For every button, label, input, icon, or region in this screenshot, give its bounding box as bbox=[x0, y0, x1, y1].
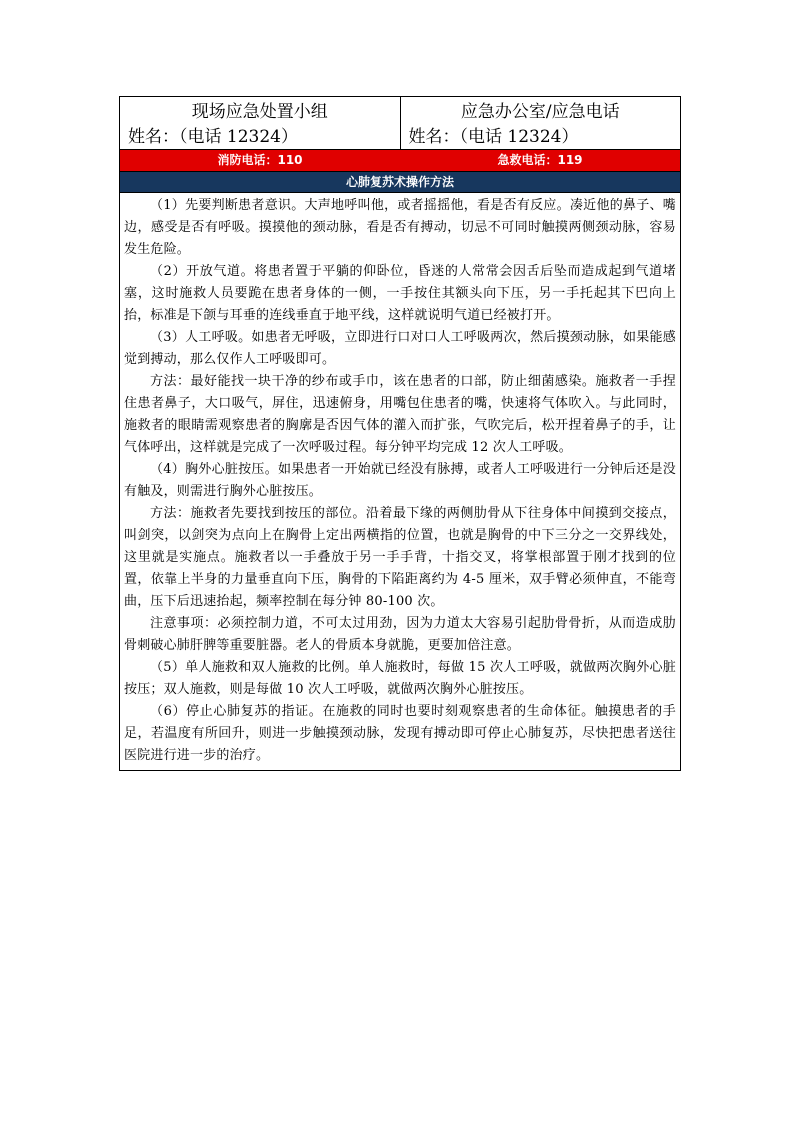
paragraph-rescuer-ratio: （5）单人施救和双人施救的比例。单人施救时，每做 15 次人工呼吸，就做两次胸外心脏按压；双人施救，则是每做 10 次人工呼吸，就做两次胸外心脏按压。 bbox=[124, 660, 676, 697]
paragraph-precautions: 注意事项：必须控制力道，不可太过用劲，因为力道太大容易引起肋骨骨折，从而造成肋骨刺破心肺肝脾等重要脏器。老人的骨质本身就脆，更要加倍注意。 bbox=[124, 616, 676, 653]
paragraph-breathing-method: 方法：最好能找一块干净的纱布或手巾，该在患者的口部，防止细菌感染。施救者一手捏住患者鼻子，大口吸气，屏住，迅速俯身，用嘴包住患者的嘴，快速将气体吹入。与此同时，施救者的眼睛需观察患者的胸廓是否因气体的灌入而扩张，气吹完后，松开捏着鼻子的手，让气体呼出，这样就是完成了一次呼吸过程。每分钟平均完成 12 次人工呼吸。 bbox=[124, 374, 676, 455]
phone-banner bbox=[120, 150, 680, 172]
paragraph-check-consciousness: （1）先要判断患者意识。大声地呼叫他，或者摇摇他，看是否有反应。凑近他的鼻子、嘴边，感受是否有呼吸。摸摸他的颈动脉，看是否有搏动，切忌不可同时触摸两侧颈动脉，容易发生危险。 bbox=[124, 198, 676, 257]
paragraph-chest-compression: （4）胸外心脏按压。如果患者一开始就已经没有脉搏，或者人工呼吸进行一分钟后还是没有触及，则需进行胸外心脏按压。 bbox=[124, 462, 676, 499]
paragraph-compression-method: 方法：施救者先要找到按压的部位。沿着最下缘的两侧肋骨从下往身体中间摸到交接点，叫剑突，以剑突为点向上在胸骨上定出两横指的位置，也就是胸骨的中下三分之一交界线处，这里就是实施点。施救者以一手叠放于另一手手背，十指交叉，将掌根部置于刚才找到的位置，依靠上半身的力量垂直向下压，胸骨的下陷距离约为 4-5 厘米，双手臂必须伸直，不能弯曲，压下后迅速抬起，频率控制在每分钟 80-100 次。 bbox=[124, 506, 676, 609]
emergency-office-contact bbox=[400, 97, 681, 149]
emergency-office-name: 姓名：（电话 12324） bbox=[408, 127, 579, 147]
onsite-team-name: 姓名：（电话 12324） bbox=[128, 127, 298, 147]
contact-header bbox=[120, 97, 680, 150]
fire-phone: 消防电话：110 bbox=[217, 153, 303, 167]
emergency-phone: 急救电话：119 bbox=[497, 153, 583, 167]
section-title: 心肺复苏术操作方法 bbox=[120, 172, 680, 193]
emergency-office-title: 应急办公室/应急电话 bbox=[460, 102, 620, 122]
paragraph-open-airway: （2）开放气道。将患者置于平躺的仰卧位，昏迷的人常常会因舌后坠而造成起到气道堵塞，这时施救人员要跪在患者身体的一侧，一手按住其额头向下压，另一手托起其下巴向上抬，标准是下颌与耳垂的连线垂直于地平线，这样就说明气道已经被打开。 bbox=[124, 264, 676, 323]
instructions-body bbox=[120, 193, 680, 770]
paragraph-stop-cpr: （6）停止心肺复苏的指证。在施救的同时也要时刻观察患者的生命体征。触摸患者的手足，若温度有所回升，则进一步触摸颈动脉，发现有搏动即可停止心肺复苏，尽快把患者送往医院进行进一步的治疗。 bbox=[124, 704, 676, 763]
paragraph-rescue-breathing: （3）人工呼吸。如患者无呼吸，立即进行口对口人工呼吸两次，然后摸颈动脉，如果能感觉到搏动，那么仅作人工呼吸即可。 bbox=[124, 330, 676, 367]
onsite-team-title: 现场应急处置小组 bbox=[191, 102, 328, 122]
onsite-team-contact bbox=[120, 97, 400, 149]
cpr-info-sheet bbox=[119, 96, 681, 771]
